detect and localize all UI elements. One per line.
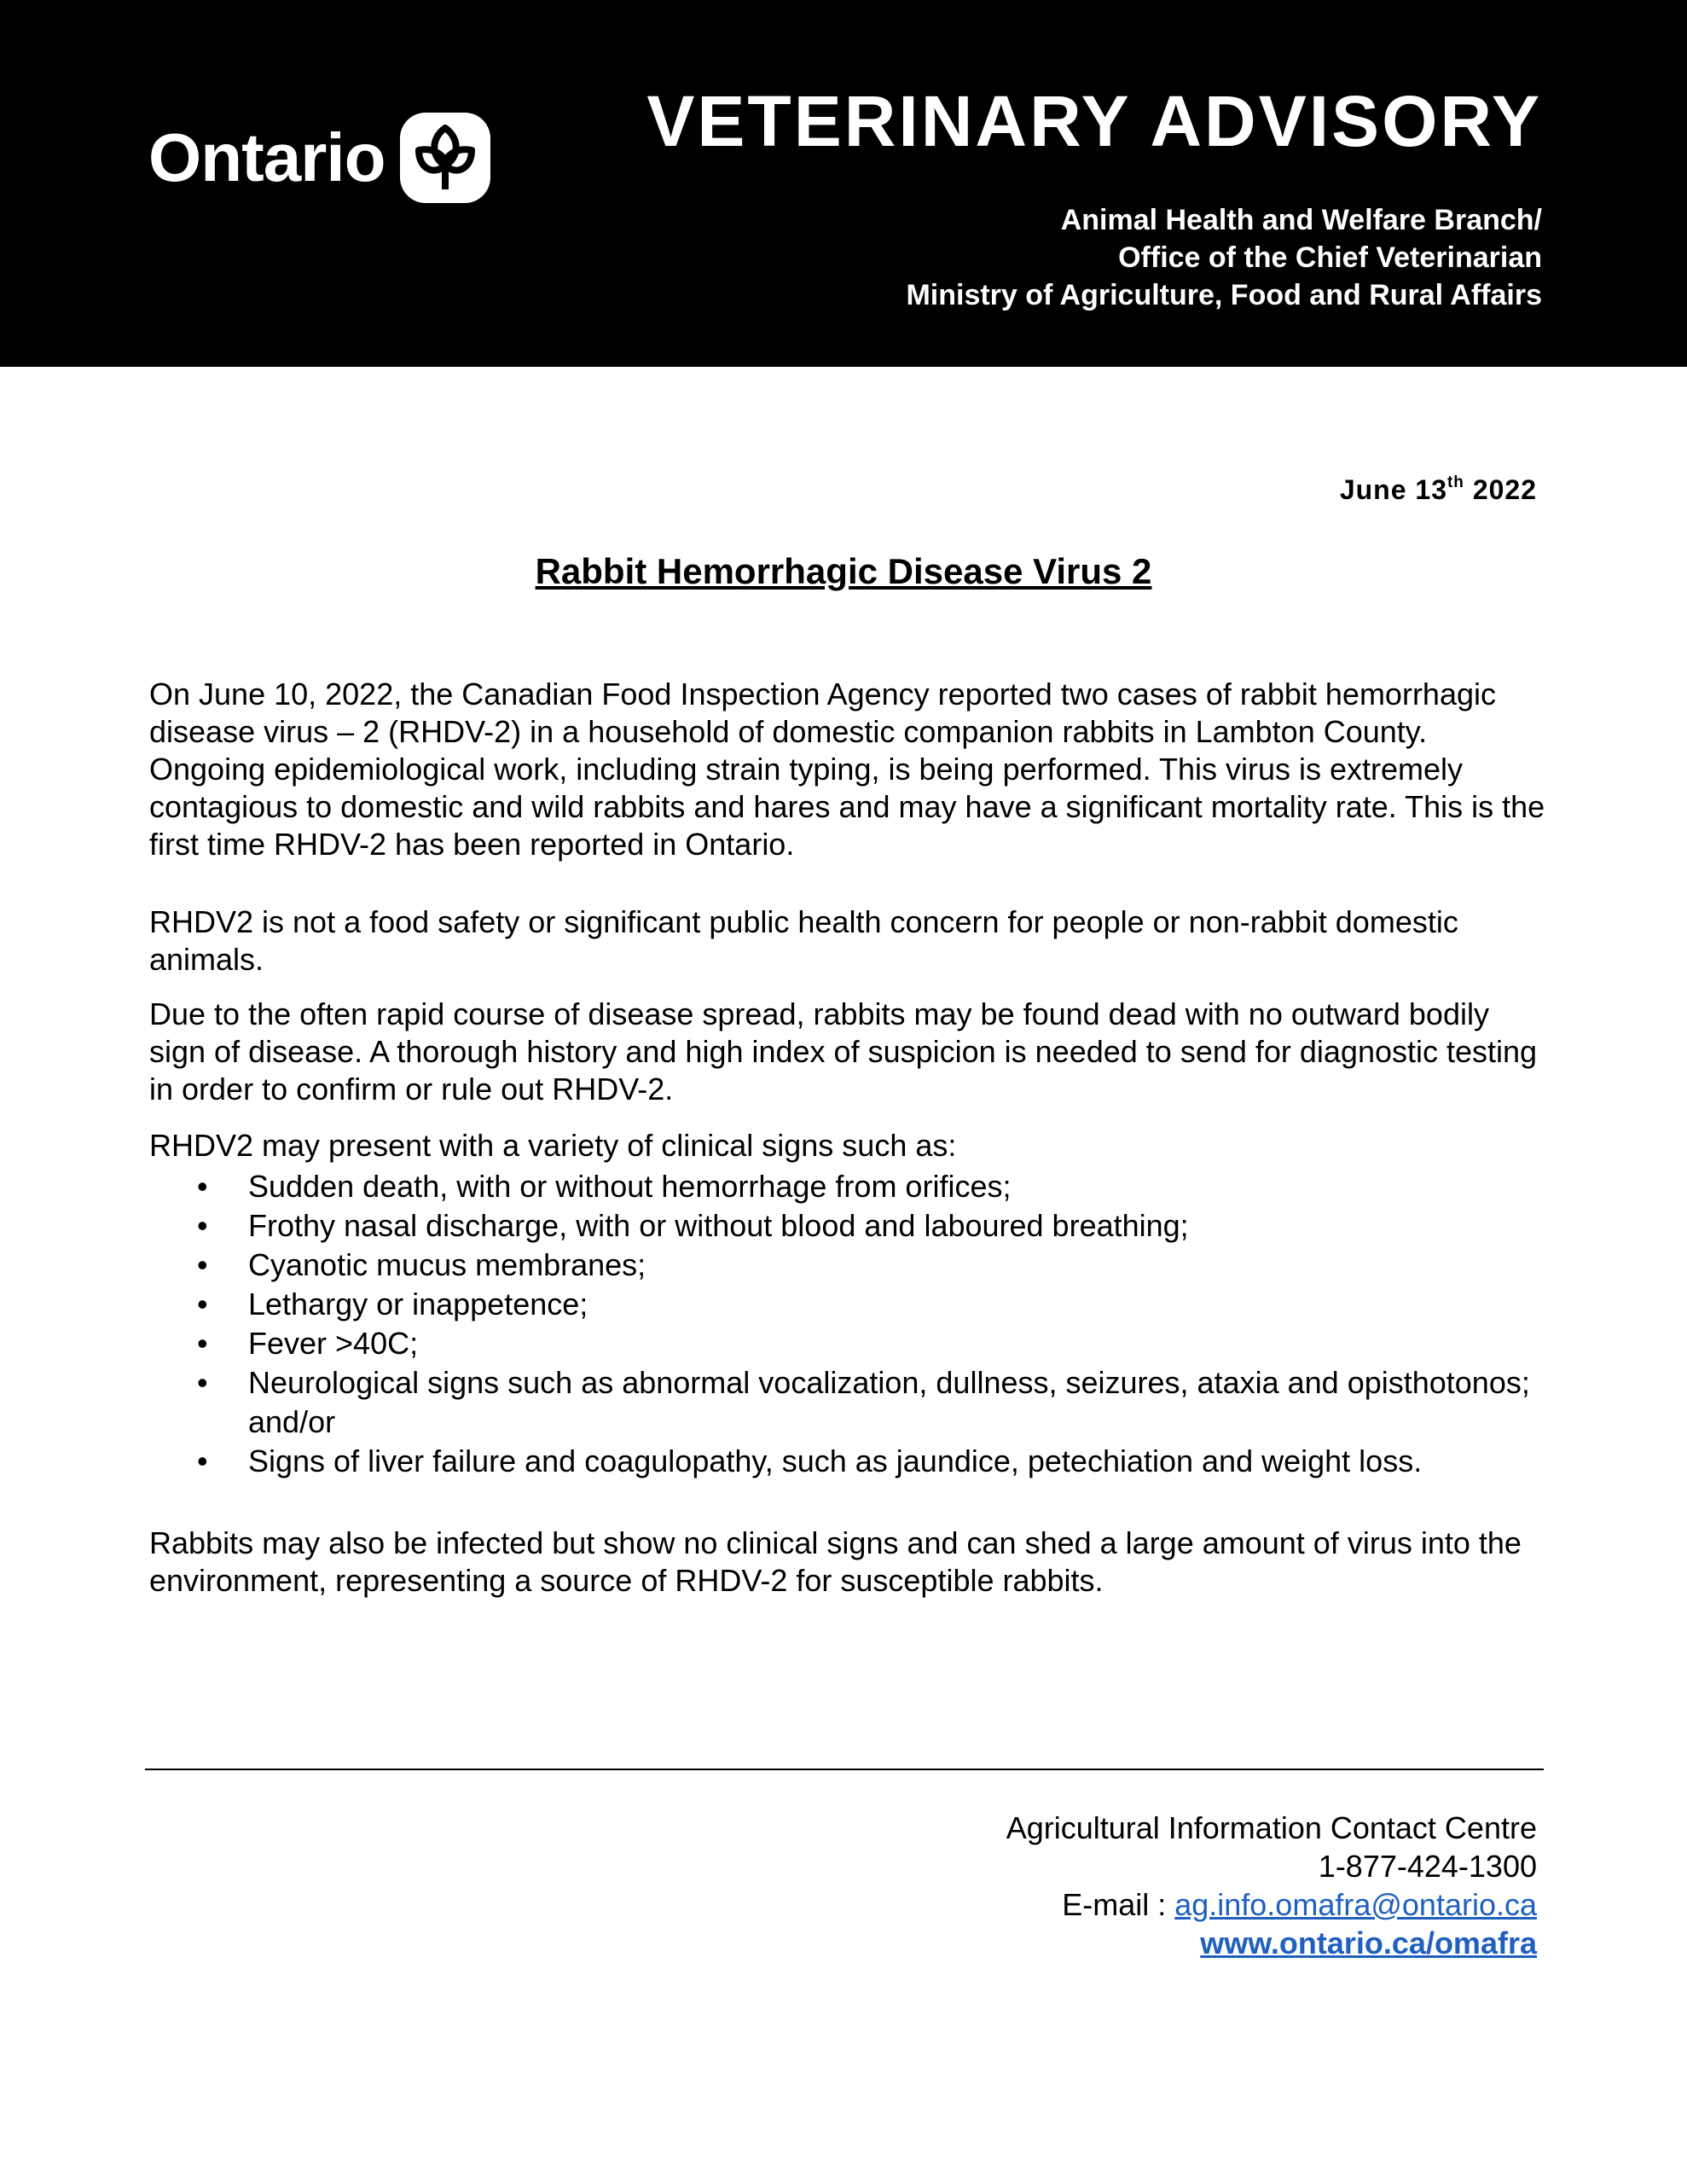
paragraph-public-health: RHDV2 is not a food safety or significant public health concern for people or non-rabbit domestic animals. [149,904,1458,977]
list-item: • Signs of liver failure and coagulopathy, such as jaundice, petechiation and weight loss. [149,1442,1548,1481]
contact-centre: Agricultural Information Contact Centre [1006,1810,1537,1845]
ontario-logo [148,113,490,203]
paragraph-diagnostics: Due to the often rapid course of disease spread, rabbits may be found dead with no outward bodily sign of disease. A thorough history and high index of suspicion is needed to send for diagnostic testing in order to confirm or rule out RHDV-2. [149,996,1538,1107]
branch-line: Animal Health and Welfare Branch/ [1060,204,1542,236]
date-year: 2022 [1472,474,1537,505]
contact-email-row [1006,1885,1537,1924]
list-item: • Fever >40C; [149,1324,1548,1363]
website-link[interactable]: www.ontario.ca/omafra [1200,1926,1537,1960]
branch-line: Ministry of Agriculture, Food and Rural Affairs [906,279,1542,311]
header-banner [0,0,1687,367]
list-item: • Lethargy or inappetence; [149,1285,1548,1324]
list-item: • Sudden death, with or without hemorrhage from orifices; [149,1167,1548,1206]
branch-info [906,201,1542,314]
logo-wordmark: Ontario [148,119,386,195]
paragraph-intro: On June 10, 2022, the Canadian Food Inspection Agency reported two cases of rabbit hemorrhagic disease virus – 2 (RHDV-2) in a household of domestic companion rabbits in Lambton County. Ongoing epidemiological work, including strain typing, is being performed. This virus is extremely contagious to domestic and wild rabbits and hares and may have a significant mortality rate. This is the first time RHDV-2 has been reported in Ontario. [149,677,1545,862]
email-label: E-mail : [1062,1887,1175,1922]
list-item: • Cyanotic mucus membranes; [149,1246,1548,1285]
list-item: • Frothy nasal discharge, with or without blood and laboured breathing; [149,1206,1548,1246]
clinical-signs-list [149,1167,1548,1481]
branch-line: Office of the Chief Veterinarian [1118,241,1542,274]
date-month-day: June 13 [1339,474,1447,505]
divider [145,1769,1544,1770]
email-link[interactable]: ag.info.omafra@ontario.ca [1174,1887,1537,1922]
trillium-icon [400,113,490,203]
contact-block [1006,1809,1537,1962]
advisory-date [1340,474,1537,506]
paragraph-signs-intro: RHDV2 may present with a variety of clinical signs such as: [149,1128,957,1163]
advisory-title: VETERINARY ADVISORY [646,81,1542,161]
date-suffix: th [1446,473,1464,491]
document-title: Rabbit Hemorrhagic Disease Virus 2 [535,551,1152,591]
paragraph-closing: Rabbits may also be infected but show no clinical signs and can shed a large amount of virus into the environment, representing a source of RHDV-2 for susceptible rabbits. [149,1525,1522,1598]
list-item: • Neurological signs such as abnormal vocalization, dullness, seizures, ataxia and opisthotonos; and/or [149,1363,1548,1442]
contact-phone: 1-877-424-1300 [1318,1849,1537,1884]
